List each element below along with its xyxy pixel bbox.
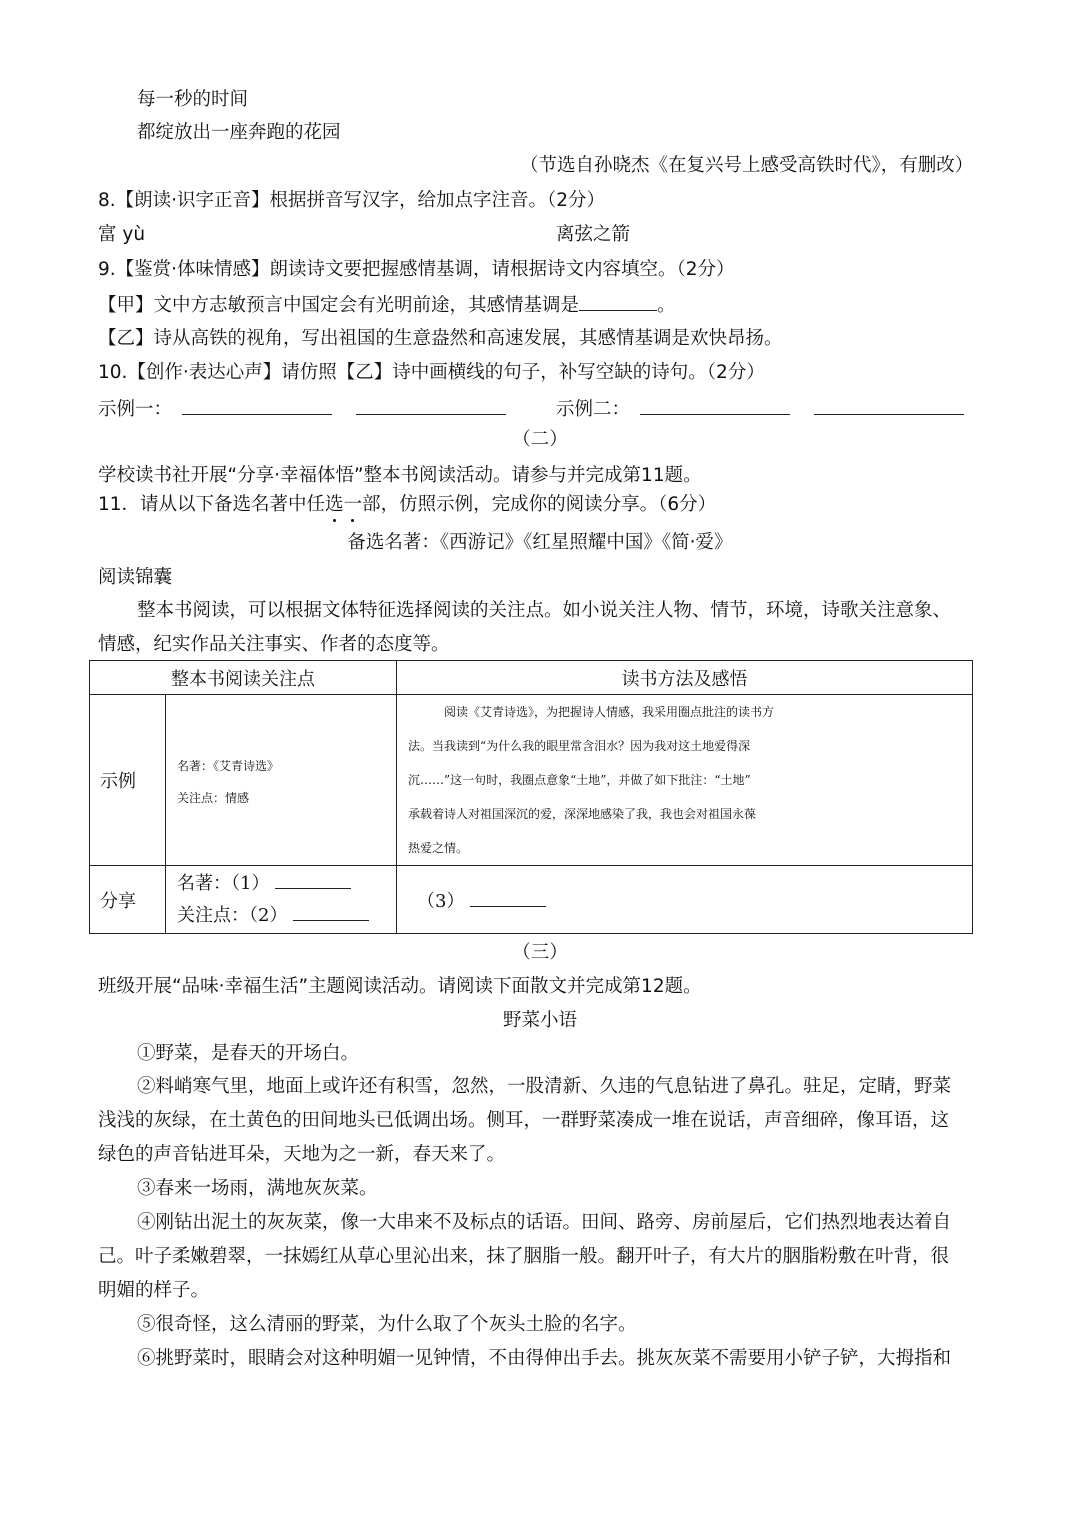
tips-line: 情感，纪实作品关注事实、作者的态度等。 [98,634,450,655]
question-9-yi: 【乙】诗从高铁的视角，写出祖国的生意盎然和高速发展，其感情基调是欢快昂扬。 [98,328,783,349]
share-book-label: 名著：（1） [177,872,270,894]
section-2-intro: 学校读书社开展“分享·幸福体悟”整本书阅读活动。请参与并完成第11题。 [98,465,702,486]
essay-paragraph: ②料峭寒气里，地面上或许还有积雪，忽然，一股清新、久违的气息钻进了鼻孔。驻足，定睛，野菜 [137,1076,952,1097]
tips-line: 整本书阅读，可以根据文体特征选择阅读的关注点。如小说关注人物、情节，环境，诗歌关注意象、 [137,600,952,621]
q11-dotted-char: 选 [325,494,344,515]
essay-paragraph: ③春来一场雨，满地灰灰菜。 [137,1178,378,1199]
poem-line: 都绽放出一座奔跑的花园 [137,122,341,143]
share-book-line [177,868,396,900]
share-book-blank[interactable] [275,870,351,889]
example-label: 示例 [90,695,166,866]
jia-text: 【甲】文中方志敏预言中国定会有光明前途，其感情基调是 [98,295,580,316]
share-label: 分享 [90,866,166,934]
poem-line: 每一秒的时间 [137,89,249,110]
question-10-example-2 [556,396,964,423]
example-book: 名著：《艾青诗选》 [177,759,280,773]
question-8-item-1: 富 yù [98,224,146,245]
example-1-blank-b[interactable] [356,396,506,415]
poem-source: （节选自孙晓杰《在复兴号上感受高铁时代》，有删改） [520,155,974,176]
example-2-label: 示例二： [556,399,631,420]
table-header-row [90,661,973,695]
example-text-line: 沉……”这一句时，我圈点意象“土地”，并做了如下批注：“土地” [408,773,751,787]
example-text-line: 热爱之情。 [408,841,469,855]
section-3-intro: 班级开展“品味·幸福生活”主题阅读活动。请阅读下面散文并完成第12题。 [98,976,702,997]
example-2-blank-b[interactable] [814,396,964,415]
question-8-item-2 [556,222,630,248]
essay-paragraph: ⑤很奇怪，这么清丽的野菜，为什么取了个灰头土脸的名字。 [137,1314,637,1335]
header-focus: 整本书阅读关注点 [90,661,397,695]
question-8-prompt: 8.【朗读·识字正音】根据拼音写汉字，给加点字注音。（2分） [98,190,606,211]
header-method: 读书方法及感悟 [397,661,973,695]
essay-paragraph: 明媚的样子。 [98,1280,210,1301]
essay-paragraph: 己。叶子柔嫩碧翠，一抹嫣红从草心里沁出来，抹了胭脂一般。翻开叶子，有大片的胭脂粉敷在叶背，很 [98,1246,950,1267]
essay-paragraph: ①野菜，是春天的开场白。 [137,1043,360,1064]
question-10-example-1 [98,396,506,423]
question-9-jia [98,292,676,319]
share-method-cell [397,866,973,934]
essay-paragraph: 绿色的声音钻进耳朵，天地为之一新，春天来了。 [98,1144,506,1165]
share-focus-line [177,900,396,932]
jia-end: 。 [657,295,676,316]
share-focus-blank[interactable] [293,902,369,921]
example-1-blank-a[interactable] [182,396,332,415]
question-11-prompt [98,492,716,518]
example-2-blank-a[interactable] [640,396,790,415]
reading-share-table [89,660,973,934]
example-text-line: 法。当我读到“为什么我的眼里常含泪水？因为我对这土地爱得深 [408,739,751,753]
table-row-example [90,695,973,866]
example-text-line: 阅读《艾青诗选》，为把握诗人情感，我采用圈点批注的读书方 [444,705,775,719]
q11-pre: 11．请从以下备选名著中任 [98,494,326,515]
table-row-share [90,866,973,934]
item-2-text: 离弦之箭 [556,224,631,245]
question-10-prompt: 10.【创作·表达心声】请仿照【乙】诗中画横线的句子，补写空缺的诗句。（2分） [98,362,765,383]
example-method-cell [397,695,973,866]
section-2-header: （二） [512,429,568,450]
example-1-label: 示例一： [98,399,173,420]
q11-dotted-char: 一 [343,494,363,515]
share-focus-cell [166,866,397,934]
books-list: 备选名著：《西游记》《红星照耀中国》《简·爱》 [347,532,733,553]
essay-title: 野菜小语 [502,1010,577,1031]
tips-title: 阅读锦囊 [98,567,173,588]
example-text-line: 承载着诗人对祖国深沉的爱，深深地感染了我，我也会对祖国永葆 [408,807,757,821]
share-answer-blank[interactable] [470,888,546,907]
essay-paragraph: ⑥挑野菜时，眼睛会对这种明媚一见钟情，不由得伸出手去。挑灰灰菜不需要用小铲子铲，大拇指和 [137,1348,952,1369]
essay-paragraph: 浅浅的灰绿，在土黄色的田间地头已低调出场。侧耳，一群野菜凑成一堆在说话，声音细碎，像耳语，这 [98,1110,950,1131]
share-focus-label: 关注点：（2） [177,904,288,926]
jia-answer-blank[interactable] [579,292,657,311]
example-focus-cell [166,695,397,866]
essay-paragraph: ④刚钻出泥土的灰灰菜，像一大串来不及标点的话语。田间、路旁、房前屋后，它们热烈地表达着自 [137,1212,952,1233]
section-3-header: （三） [512,942,568,963]
share-answer-label: （3） [417,890,465,912]
question-9-prompt: 9.【鉴赏·体味情感】朗读诗文要把握感情基调，请根据诗文内容填空。（2分） [98,259,735,280]
example-focus: 关注点：情感 [177,791,250,805]
q11-post: 部，仿照示例，完成你的阅读分享。（6分） [362,494,717,515]
